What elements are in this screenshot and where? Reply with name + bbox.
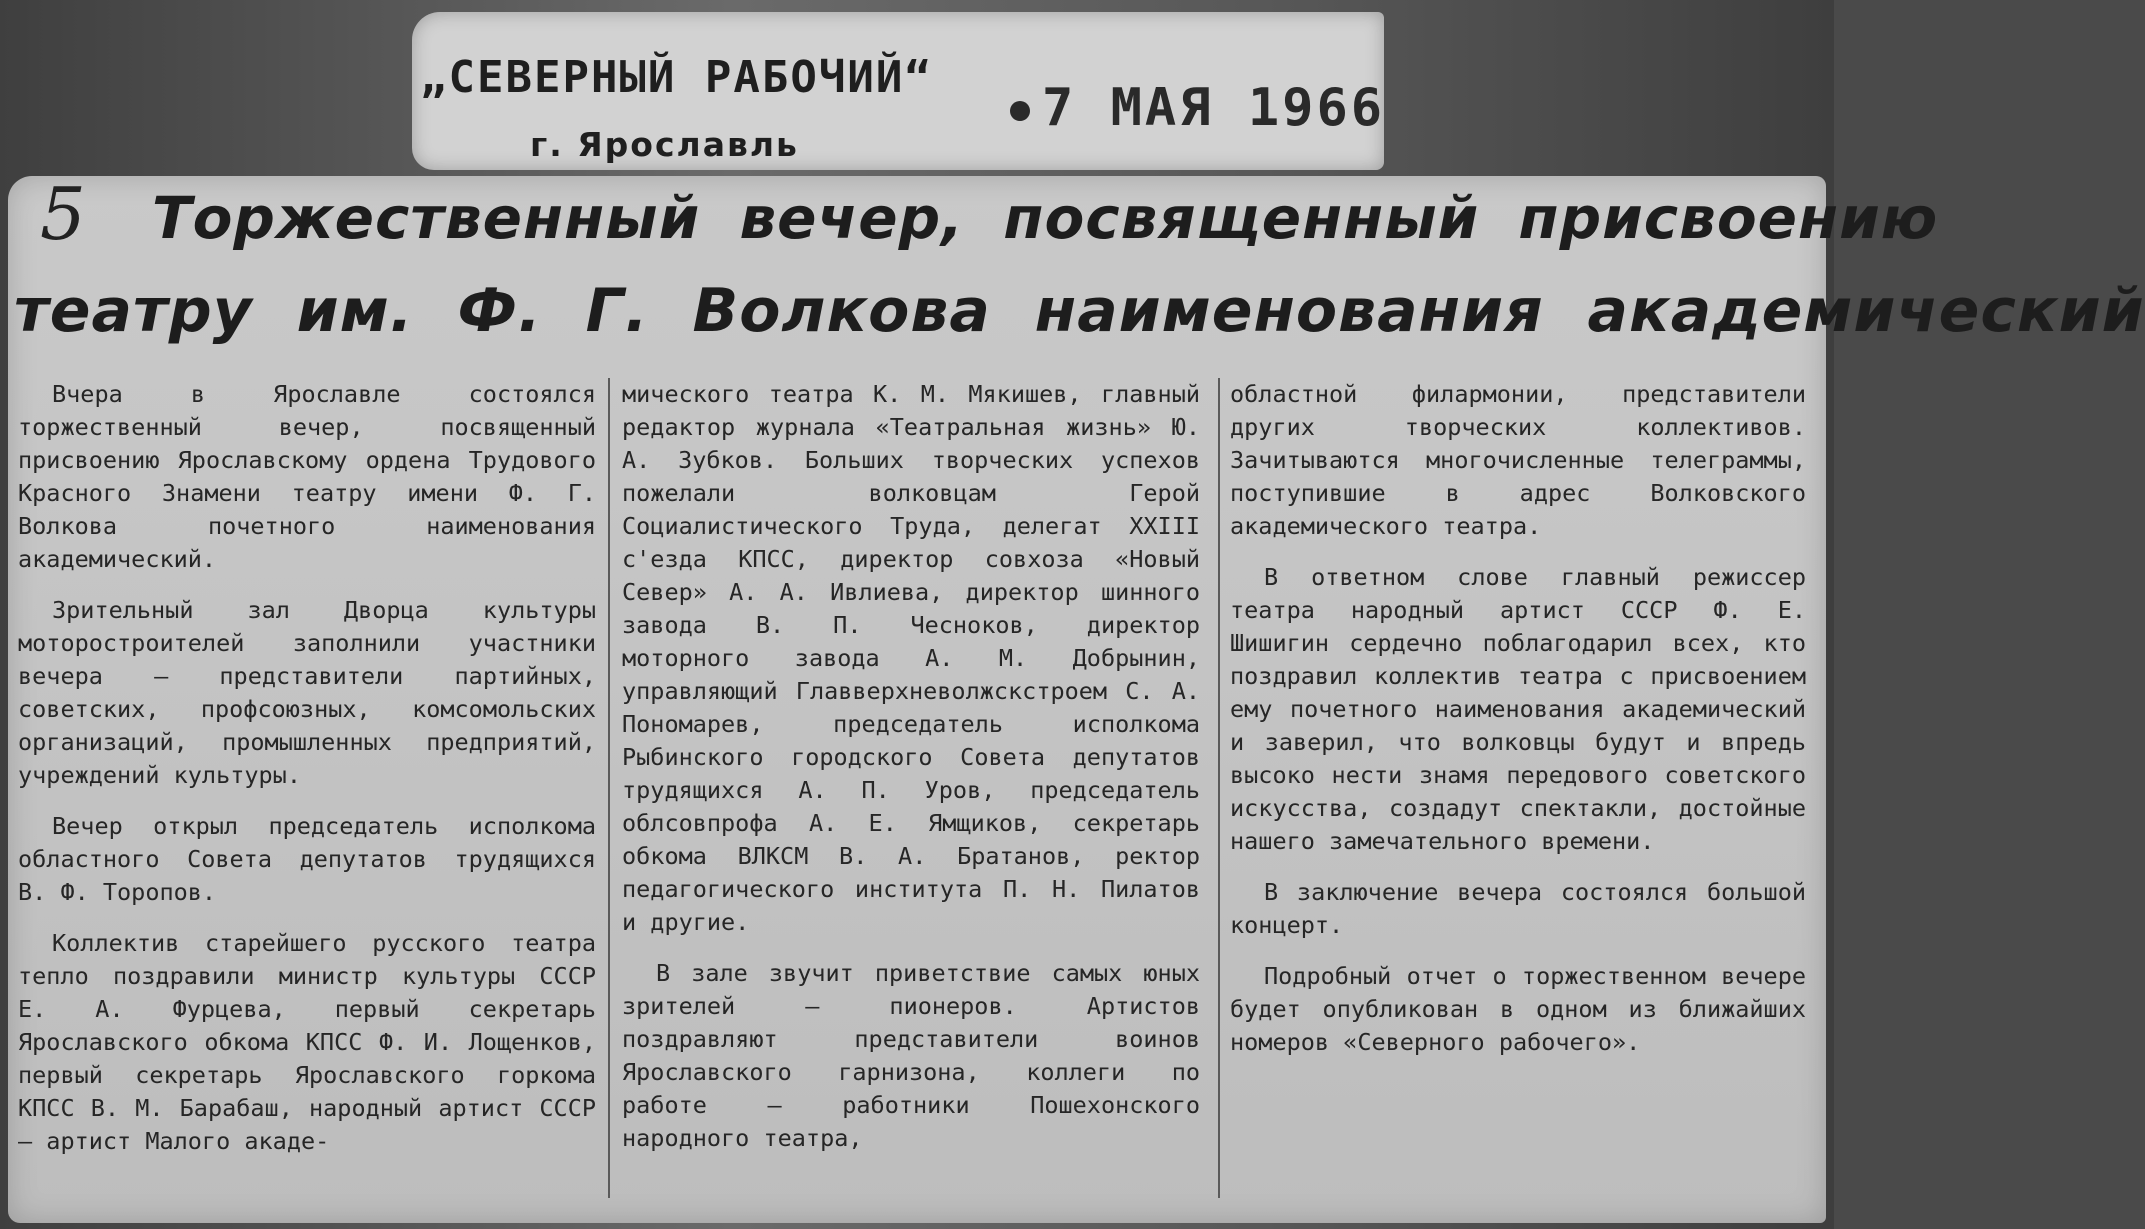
date-stamp-text: 7 МАЯ 1966 [1042, 78, 1386, 138]
paragraph: Коллектив старейшего русского театра тепло поздравили министр культуры СССР Е. А. Фурцева, первый секретарь Ярославского обкома КПСС Ф. И. Лощенков, первый секретарь Ярославского горкома КПСС В. М. Барабаш, народный артист СССР — артист Малого акаде- [18, 929, 596, 1155]
article-column-2 [622, 378, 1200, 1173]
date-stamp [1010, 78, 1385, 138]
paragraph: областной филармонии, представители других творческих коллективов. Зачитываются многочисленные телеграммы, поступившие в адрес Волковского академического театра. [1230, 380, 1806, 540]
paragraph: мического театра К. М. Мякишев, главный редактор журнала «Театральная жизнь» Ю. А. Зубков. Больших творческих успехов пожелали волковцам Герой Социалистического Труда, делегат XXIII с'езда КПСС, директор совхоза «Новый Север» А. А. Ивлиева, директор шинного завода В. П. Чесноков, директор моторного завода А. М. Добрынин, управляющий Главверхневолжскстроем С. А. Пономарев, председатель исполкома Рыбинского городского Совета депутатов трудящихся А. П. Уров, председатель облсовпрофа А. Е. Ямщиков, секретарь обкома ВЛКСМ В. А. Братанов, ректор педагогического института П. Н. Пилатов и другие. [622, 380, 1200, 936]
headline-line-2: театру им. Ф. Г. Волкова наименования академический [14, 276, 2145, 346]
newspaper-city: г. Ярославль [530, 125, 799, 164]
paragraph: Вечер открыл председатель исполкома областного Совета депутатов трудящихся В. Ф. Торопов. [18, 812, 596, 906]
paragraph: Зрительный зал Дворца культуры моторостроителей заполнили участники вечера — представители партийных, советских, профсоюзных, комсомольских организаций, промышленных предприятий, учреждений культуры. [18, 596, 596, 789]
article-column-3 [1230, 378, 1806, 1077]
handwritten-number: 5 [40, 172, 86, 256]
paragraph: В ответном слове главный режиссер театра народный артист СССР Ф. Е. Шишигин сердечно поблагодарил всех, кто поздравил коллектив театра с присвоением ему почетного наименования академический и заверил, что волковцы будут и впредь высоко нести знамя передового советского искусства, создадут спектакли, достойные нашего замечательного времени. [1230, 563, 1806, 855]
headline-line-1: Торжественный вечер, посвященный присвоению [152, 184, 1939, 252]
column-divider [608, 378, 610, 1198]
column-divider [1218, 378, 1220, 1198]
newspaper-name: „СЕВЕРНЫЙ РАБОЧИЙ“ [420, 52, 933, 103]
paragraph: Вчера в Ярославле состоялся торжественный вечер, посвященный присвоению Ярославскому ордена Трудового Красного Знамени театру имени Ф. Г. Волкова почетного наименования академический. [18, 380, 596, 573]
paragraph: Подробный отчет о торжественном вечере будет опубликован в одном из ближайших номеров «Северного рабочего». [1230, 962, 1806, 1056]
paragraph: В заключение вечера состоялся большой концерт. [1230, 878, 1806, 939]
paragraph: В зале звучит приветствие самых юных зрителей — пионеров. Артистов поздравляют представители воинов Ярославского гарнизона, коллеги по работе — работники Пошехонского народного театра, [622, 959, 1200, 1152]
article-column-1 [18, 378, 596, 1176]
stamp-dot-icon [1010, 101, 1030, 121]
